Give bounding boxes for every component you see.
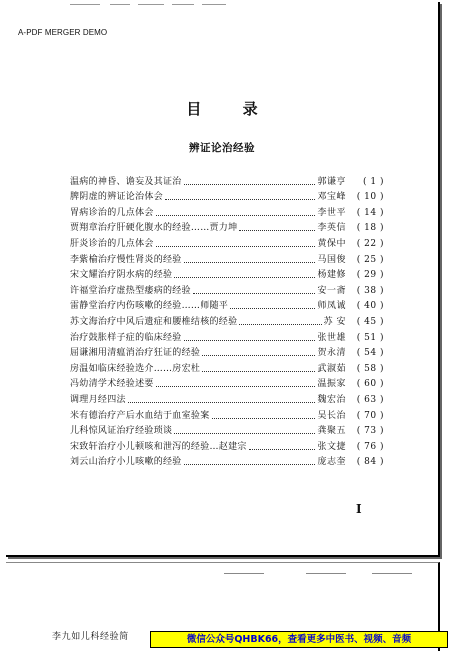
toc-entry[interactable]	[70, 422, 384, 438]
toc-entry[interactable]	[70, 203, 384, 219]
toc-leader-dots	[202, 355, 315, 356]
toc-entry-page: ( 63 )	[356, 394, 384, 405]
toc-entry-page: ( 73 )	[356, 426, 384, 437]
toc-entry-page: ( 60 )	[356, 379, 384, 390]
toc-entry[interactable]	[70, 281, 384, 297]
toc-entry-page: ( 51 )	[356, 332, 384, 343]
toc-entry-author: 马国俊	[317, 254, 346, 265]
toc-leader-dots	[212, 418, 316, 419]
toc-entry-title: 贾翔章治疗肝硬化腹水的经验……贾力坤	[70, 223, 238, 234]
toc-leader-dots	[156, 246, 316, 247]
toc-entry-author: 李世平	[317, 207, 346, 218]
toc-entry-author: 贺永清	[317, 348, 346, 359]
toc-entry-author: 黄保中	[317, 238, 346, 249]
toc-entry[interactable]	[70, 359, 384, 375]
toc-entry-page: ( 1 )	[363, 176, 384, 187]
toc-leader-dots	[249, 449, 316, 450]
toc-entry[interactable]	[70, 390, 384, 406]
toc-leader-dots	[128, 402, 316, 403]
toc-leader-dots	[156, 215, 316, 216]
toc-entry[interactable]	[70, 375, 384, 391]
toc-entry-author: 龚聚五	[317, 426, 346, 437]
toc-entry-title: 许福堂治疗虚热型痿病的经验	[70, 285, 191, 296]
page2-running-text: 李九如儿科经验简	[52, 632, 129, 642]
watermark-text: A-PDF MERGER DEMO	[18, 28, 108, 37]
toc-entry-title: 米有德治疗产后水血结于血室验案	[70, 410, 210, 421]
toc-entry-title: 脾阴虚的辨证论治体会	[70, 192, 164, 203]
toc-entry-title: 调理月经四法	[70, 394, 126, 405]
toc-leader-dots	[193, 293, 316, 294]
toc-entry-author: 庞志奎	[317, 457, 346, 468]
toc-entry[interactable]	[70, 172, 384, 188]
toc-leader-dots	[239, 324, 321, 325]
toc-entry-page: ( 45 )	[356, 316, 384, 327]
toc-leader-dots	[174, 433, 315, 434]
toc-leader-dots	[202, 371, 315, 372]
toc-entry-page: ( 14 )	[356, 207, 384, 218]
toc-entry-author: 温振家	[317, 379, 346, 390]
toc-entry-author: 郭谦亨	[317, 176, 346, 187]
toc-leader-dots	[184, 184, 316, 185]
toc-entry[interactable]	[70, 344, 384, 360]
toc-entry-title: 宋文耀治疗阴水病的经验	[70, 270, 173, 281]
toc-entry-title: 温病的神昏、谵妄及其证治	[70, 176, 182, 187]
table-of-contents	[70, 172, 384, 468]
toc-entry-title: 儿科惊风证治疗经验琐谈	[70, 426, 173, 437]
toc-entry-page: ( 58 )	[356, 363, 384, 374]
toc-entry-title: 屈谦湘用清瘟消治疗狂证的经验	[70, 348, 201, 359]
toc-entry-author: 师凤诚	[317, 301, 346, 312]
toc-entry[interactable]	[70, 297, 384, 313]
toc-entry[interactable]	[70, 328, 384, 344]
toc-entry-title: 胃病诊治的几点体会	[70, 207, 154, 218]
promo-banner: 微信公众号QHBK66，查看更多中医书、视频、音频	[150, 631, 448, 648]
toc-entry-title: 肝炎诊治的几点体会	[70, 238, 154, 249]
toc-entry[interactable]	[70, 266, 384, 282]
toc-entry[interactable]	[70, 250, 384, 266]
toc-entry-author: 安一斋	[317, 285, 346, 296]
toc-entry-title: 治疗鼓胀样子症的临床经验	[70, 332, 182, 343]
toc-entry-author: 张世雄	[317, 332, 346, 343]
section-subtitle: 辨证论治经验	[189, 142, 255, 154]
toc-entry-page: ( 38 )	[356, 285, 384, 296]
pdf-page-1	[6, 2, 440, 557]
toc-entry-author: 李英信	[317, 223, 346, 234]
toc-entry[interactable]	[70, 406, 384, 422]
toc-entry[interactable]	[70, 234, 384, 250]
toc-leader-dots	[174, 277, 315, 278]
toc-entry-page: ( 84 )	[356, 457, 384, 468]
toc-entry-author: 吴长治	[317, 410, 346, 421]
toc-entry-title: 冯幼清学术经验述要	[70, 379, 154, 390]
toc-entry-title: 刘云山治疗小儿咳嗽的经验	[70, 457, 182, 468]
toc-leader-dots	[184, 464, 316, 465]
toc-entry-title: 房温如临床经验选介……房宏杜	[70, 363, 201, 374]
toc-entry-page: ( 76 )	[356, 441, 384, 452]
toc-entry-author: 邓宝峰	[317, 192, 346, 203]
toc-entry[interactable]	[70, 453, 384, 469]
toc-entry-page: ( 54 )	[356, 348, 384, 359]
toc-leader-dots	[165, 199, 315, 200]
toc-leader-dots	[184, 340, 316, 341]
toc-entry-page: ( 70 )	[356, 410, 384, 421]
toc-entry[interactable]	[70, 219, 384, 235]
page-title: 目 录	[186, 100, 276, 118]
toc-leader-dots	[230, 308, 315, 309]
toc-entry-author: 苏 安	[323, 316, 346, 327]
toc-entry-page: ( 22 )	[356, 238, 384, 249]
toc-entry-title: 宋致轩治疗小儿顿咳和泄泻的经验…赵建宗	[70, 441, 247, 452]
toc-entry-author: 杨建修	[317, 270, 346, 281]
toc-entry-author: 魏宏治	[317, 394, 346, 405]
toc-entry[interactable]	[70, 312, 384, 328]
toc-entry[interactable]	[70, 437, 384, 453]
top-rule	[6, 2, 438, 8]
toc-entry-title: 雷静堂治疗内伤咳嗽的经验……师随平	[70, 301, 229, 312]
toc-entry-author: 武淑茹	[317, 363, 346, 374]
toc-leader-dots	[156, 386, 316, 387]
toc-entry-page: ( 10 )	[356, 192, 384, 203]
toc-entry-title: 李紫榆治疗慢性肾炎的经验	[70, 254, 182, 265]
toc-entry-author: 张文捷	[317, 441, 346, 452]
toc-entry[interactable]	[70, 188, 384, 204]
toc-entry-page: ( 29 )	[356, 270, 384, 281]
toc-entry-page: ( 18 )	[356, 223, 384, 234]
toc-entry-page: ( 40 )	[356, 301, 384, 312]
page-number: I	[356, 502, 362, 516]
toc-entry-page: ( 25 )	[356, 254, 384, 265]
toc-entry-title: 苏文海治疗中风后遗症和腰椎结核的经验	[70, 316, 238, 327]
toc-leader-dots	[184, 262, 316, 263]
toc-leader-dots	[239, 230, 315, 231]
